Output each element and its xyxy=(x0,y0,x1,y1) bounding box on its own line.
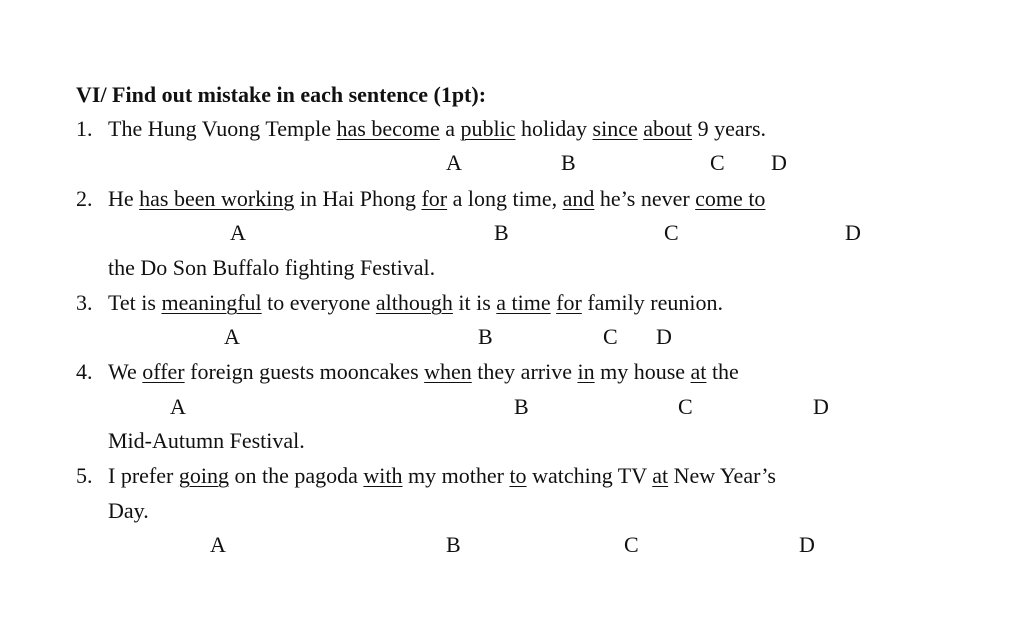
option-label-d: D xyxy=(845,220,861,245)
option-label-b: B xyxy=(478,324,493,349)
text: he’s never xyxy=(594,186,696,211)
underlined-option-a: has become xyxy=(336,116,440,141)
text: my mother xyxy=(402,463,510,488)
underlined-option-b: for xyxy=(421,186,448,211)
question-4-continuation: Mid-Autumn Festival. xyxy=(108,428,305,453)
underlined-option-c: a time xyxy=(496,290,551,315)
text: holiday xyxy=(515,116,593,141)
text: watching TV xyxy=(526,463,653,488)
question-number: 5. xyxy=(76,463,93,488)
text: they arrive xyxy=(471,359,578,384)
question-number: 1. xyxy=(76,116,93,141)
question-5-continuation: Day. xyxy=(108,498,149,523)
text: to everyone xyxy=(261,290,376,315)
underlined-option-b: public xyxy=(460,116,516,141)
exercise-heading: VI/ Find out mistake in each sentence (1pt): xyxy=(76,82,487,107)
question-number: 4. xyxy=(76,359,93,384)
option-label-a: A xyxy=(224,324,240,349)
underlined-option-c: to xyxy=(509,463,527,488)
question-3-text xyxy=(108,290,723,316)
option-label-d: D xyxy=(656,324,672,349)
option-label-b: B xyxy=(514,394,529,419)
option-label-b: B xyxy=(446,532,461,557)
question-5-text xyxy=(108,463,776,489)
text: in Hai Phong xyxy=(294,186,422,211)
underlined-option-a: going xyxy=(178,463,229,488)
text: We xyxy=(108,359,143,384)
text: a xyxy=(439,116,461,141)
option-label-a: A xyxy=(446,150,462,175)
text: Tet is xyxy=(108,290,162,315)
option-label-a: A xyxy=(170,394,186,419)
option-label-b: B xyxy=(561,150,576,175)
text: it is xyxy=(452,290,497,315)
text: a long time, xyxy=(447,186,563,211)
option-label-a: A xyxy=(210,532,226,557)
option-label-d: D xyxy=(813,394,829,419)
option-label-b: B xyxy=(494,220,509,245)
option-label-c: C xyxy=(678,394,693,419)
option-label-a: A xyxy=(230,220,246,245)
underlined-option-d: come to xyxy=(695,186,766,211)
text: The Hung Vuong Temple xyxy=(108,116,337,141)
underlined-option-d: about xyxy=(643,116,693,141)
text: the xyxy=(706,359,739,384)
text: family reunion. xyxy=(581,290,723,315)
question-number: 2. xyxy=(76,186,93,211)
underlined-option-a: meaningful xyxy=(161,290,262,315)
underlined-option-d: at xyxy=(690,359,707,384)
option-label-c: C xyxy=(664,220,679,245)
underlined-option-d: at xyxy=(652,463,669,488)
question-1-text xyxy=(108,116,766,142)
option-label-d: D xyxy=(771,150,787,175)
text: foreign guests mooncakes xyxy=(184,359,425,384)
question-4-text xyxy=(108,359,739,385)
underlined-option-c: in xyxy=(577,359,595,384)
underlined-option-c: and xyxy=(562,186,595,211)
text: 9 years. xyxy=(692,116,767,141)
question-2-continuation: the Do Son Buffalo fighting Festival. xyxy=(108,255,436,280)
underlined-option-b: although xyxy=(375,290,453,315)
question-2-text xyxy=(108,186,765,212)
underlined-option-b: when xyxy=(424,359,472,384)
text: on the pagoda xyxy=(228,463,364,488)
text: He xyxy=(108,186,140,211)
text: my house xyxy=(594,359,691,384)
text: New Year’s xyxy=(668,463,776,488)
underlined-option-d: for xyxy=(556,290,582,315)
underlined-option-c: since xyxy=(592,116,638,141)
option-label-c: C xyxy=(624,532,639,557)
option-label-d: D xyxy=(799,532,815,557)
question-number: 3. xyxy=(76,290,93,315)
underlined-option-b: with xyxy=(363,463,403,488)
underlined-option-a: has been working xyxy=(139,186,295,211)
text: I prefer xyxy=(108,463,179,488)
underlined-option-a: offer xyxy=(142,359,185,384)
option-label-c: C xyxy=(603,324,618,349)
option-label-c: C xyxy=(710,150,725,175)
